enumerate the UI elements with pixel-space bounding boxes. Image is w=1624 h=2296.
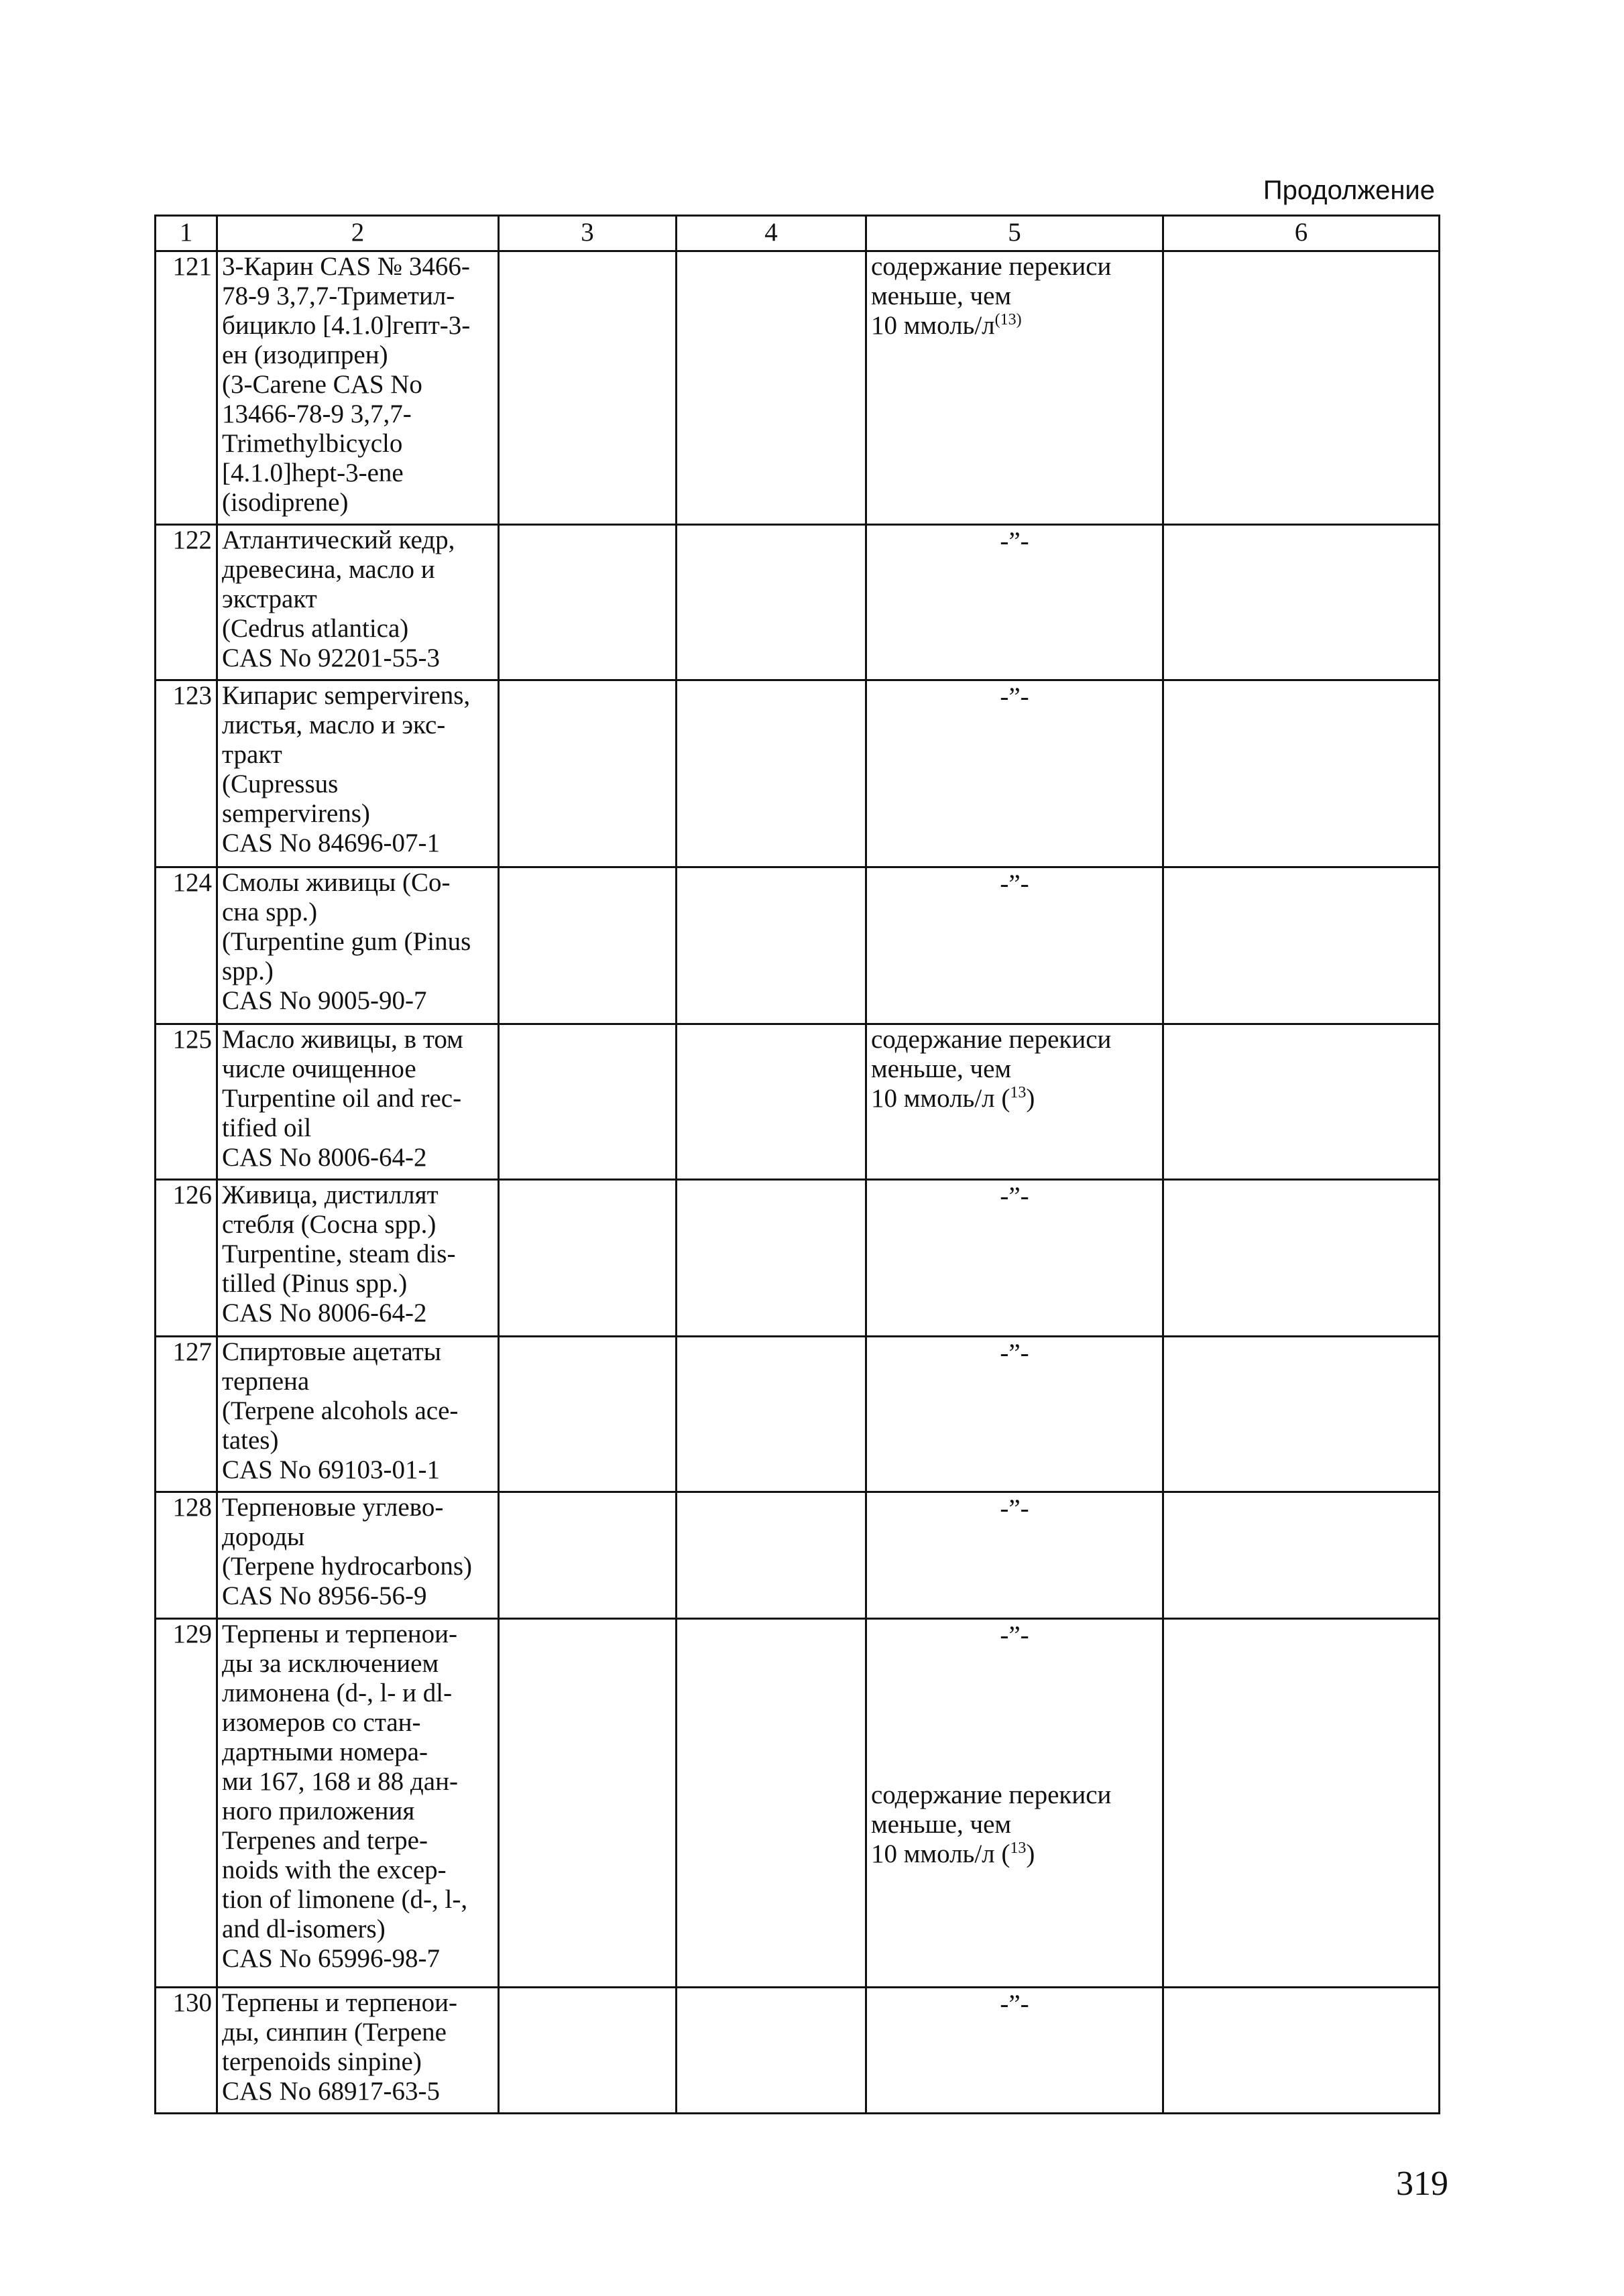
col-3-cell (499, 680, 677, 867)
substances-table (154, 215, 1440, 2114)
substance-name (217, 680, 499, 867)
column-header-6: 6 (1163, 216, 1440, 251)
table-row (156, 1024, 1440, 1180)
substance-name-line: дороды (222, 1522, 305, 1551)
note-line (871, 252, 1158, 282)
col-4-cell (677, 1619, 866, 1988)
substance-name-line: (isodiprene) (222, 488, 349, 517)
substance-name-line: (Terpene alcohols ace- (222, 1396, 459, 1425)
note-line-text: 10 ммоль/л ( (871, 1084, 1010, 1113)
table-row (156, 251, 1440, 525)
substance-name-line: Turpentine, steam dis- (222, 1240, 456, 1268)
substance-name-line: Спиртовые ацетаты (222, 1337, 442, 1366)
row-number: 127 (156, 1337, 217, 1492)
note-line-text: содержание перекиси (871, 252, 1112, 281)
note-suffix: ) (1026, 1084, 1035, 1113)
row-number: 128 (156, 1492, 217, 1619)
ditto-mark: -”- (1000, 682, 1029, 711)
substance-name-line: terpenoids sinpine) (222, 2047, 422, 2076)
substance-name-line: стебля (Сосна spp.) (222, 1210, 437, 1239)
column-header-5: 5 (866, 216, 1163, 251)
note-text-block (871, 1650, 1158, 1869)
substance-name-line: and dl-isomers) (222, 1915, 386, 1943)
substance-name-line: древесина, масло и (222, 555, 435, 584)
col-3-cell (499, 867, 677, 1024)
ditto-mark: -”- (1000, 1990, 1029, 2018)
substance-name-line: tates) (222, 1426, 279, 1455)
row-number: 126 (156, 1180, 217, 1337)
table-row (156, 1180, 1440, 1337)
substance-name-line: CAS No 84696-07-1 (222, 829, 441, 857)
peroxide-condition (866, 867, 1163, 1024)
note-line-text: содержание перекиси (871, 1780, 1112, 1809)
row-number: 125 (156, 1024, 217, 1180)
ditto-mark: -”- (1000, 1182, 1029, 1211)
substance-name (217, 1024, 499, 1180)
note-line (871, 1054, 1158, 1084)
col-6-cell (1163, 1492, 1440, 1619)
substance-name-line: CAS No 69103-01-1 (222, 1455, 441, 1484)
table-body (156, 251, 1440, 2114)
substance-name (217, 525, 499, 680)
peroxide-condition (866, 680, 1163, 867)
row-number: 123 (156, 680, 217, 867)
substance-name-line: spp.) (222, 957, 274, 985)
col-4-cell (677, 1180, 866, 1337)
substance-name-line: CAS No 65996-98-7 (222, 1944, 441, 1973)
col-6-cell (1163, 251, 1440, 525)
table-row (156, 525, 1440, 680)
row-number: 121 (156, 251, 217, 525)
substance-name-line: экстракт (222, 585, 317, 613)
peroxide-condition (866, 1180, 1163, 1337)
column-header-4: 4 (677, 216, 866, 251)
ditto-mark: -”- (1000, 527, 1029, 556)
peroxide-condition (866, 1024, 1163, 1180)
substance-name-line: листья, масло и экс- (222, 711, 446, 739)
ditto-mark: -”- (1000, 1621, 1029, 1650)
continuation-label: Продолжение (1263, 176, 1435, 205)
substance-name (217, 1988, 499, 2114)
col-6-cell (1163, 1619, 1440, 1988)
substance-name-line: tilled (Pinus spp.) (222, 1269, 408, 1298)
substance-name-line: тракт (222, 740, 282, 769)
col-6-cell (1163, 1337, 1440, 1492)
note-line-text: 10 ммоль/л ( (871, 1839, 1010, 1868)
ditto-mark: -”- (1000, 869, 1029, 898)
table-row (156, 1492, 1440, 1619)
note-line-text: меньше, чем (871, 282, 1012, 310)
col-3-cell (499, 525, 677, 680)
col-4-cell (677, 680, 866, 867)
substance-name-line: Терпеновые углево- (222, 1493, 444, 1522)
column-header-2: 2 (217, 216, 499, 251)
peroxide-condition (866, 525, 1163, 680)
substance-name-line: числе очищенное (222, 1054, 416, 1083)
note-line-text: 10 ммоль/л (871, 311, 995, 340)
col-3-cell (499, 1988, 677, 2114)
substance-name-line: (3-Carene CAS No (222, 370, 422, 399)
substance-name-line: tion of limonene (d-, l-, (222, 1885, 468, 1914)
col-4-cell (677, 1988, 866, 2114)
substance-name-line: сна spp.) (222, 898, 318, 926)
substance-name-line: CAS No 8006-64-2 (222, 1298, 427, 1327)
substance-name-line: дартными номера- (222, 1738, 428, 1766)
note-line-text: меньше, чем (871, 1054, 1012, 1083)
substance-name-line: лимонена (d-, l- и dl- (222, 1679, 453, 1707)
page-number: 319 (1396, 2165, 1448, 2203)
substance-name-line: Turpentine oil and rec- (222, 1084, 462, 1113)
ditto-mark: -”- (1000, 1494, 1029, 1523)
substance-name (217, 251, 499, 525)
substance-name-line: изомеров со стан- (222, 1708, 421, 1737)
substance-name-line: ды, синпин (Terpene (222, 2018, 447, 2047)
peroxide-condition (866, 251, 1163, 525)
substance-name-line: [4.1.0]hept-3-ene (222, 459, 404, 487)
col-6-cell (1163, 680, 1440, 867)
note-suffix: ) (1026, 1839, 1035, 1868)
substance-name-line: ен (изодипрен) (222, 341, 388, 369)
footnote-reference: (13) (994, 311, 1022, 328)
note-line (871, 1084, 1158, 1113)
col-4-cell (677, 1492, 866, 1619)
note-line-text: содержание перекиси (871, 1025, 1112, 1054)
note-line (871, 1780, 1158, 1810)
substance-name-line: Кипарис sempervirens, (222, 681, 471, 710)
substance-name-line: (Turpentine gum (Pinus (222, 927, 471, 956)
substance-name-line: 13466-78-9 3,7,7- (222, 400, 412, 428)
col-3-cell (499, 1024, 677, 1180)
substance-name-line: (Cedrus atlantica) (222, 614, 409, 643)
substance-name-line: CAS No 92201-55-3 (222, 644, 441, 672)
col-3-cell (499, 1180, 677, 1337)
footnote-reference: 13 (1010, 1839, 1027, 1857)
note-text-block (871, 252, 1158, 341)
note-line (871, 1025, 1158, 1054)
substance-name (217, 1180, 499, 1337)
substance-name-line: noids with the excep- (222, 1856, 447, 1884)
substance-name-line: 78-9 3,7,7-Триметил- (222, 282, 455, 310)
col-6-cell (1163, 1024, 1440, 1180)
substance-name-line: Терпены и терпенои- (222, 1988, 458, 2017)
col-6-cell (1163, 1988, 1440, 2114)
substance-name-line: Живица, дистиллят (222, 1181, 439, 1209)
table-header-row (156, 216, 1440, 251)
substance-name (217, 1619, 499, 1988)
substance-name-line: Атлантический кедр, (222, 526, 455, 554)
row-number: 122 (156, 525, 217, 680)
col-3-cell (499, 251, 677, 525)
substance-name-line: Масло живицы, в том (222, 1025, 463, 1054)
substance-name-line: (Cupressus (222, 770, 339, 798)
substance-name-line: CAS No 8956-56-9 (222, 1581, 427, 1610)
substance-name (217, 1492, 499, 1619)
note-line (871, 1810, 1158, 1839)
col-3-cell (499, 1619, 677, 1988)
col-3-cell (499, 1492, 677, 1619)
col-4-cell (677, 867, 866, 1024)
column-header-1: 1 (156, 216, 217, 251)
substance-name-line: CAS No 9005-90-7 (222, 986, 427, 1015)
substance-name-line: (Terpene hydrocarbons) (222, 1552, 473, 1581)
substance-name-line: ного приложения (222, 1797, 415, 1825)
col-6-cell (1163, 1180, 1440, 1337)
substance-name-line: CAS No 8006-64-2 (222, 1143, 427, 1172)
substance-name-line: Terpenes and terpe- (222, 1826, 428, 1855)
substance-name-line: терпена (222, 1367, 310, 1396)
substance-name-line: 3-Карин CAS № 3466- (222, 252, 470, 281)
table-row (156, 1988, 1440, 2114)
peroxide-condition (866, 1988, 1163, 2114)
row-number: 130 (156, 1988, 217, 2114)
peroxide-condition (866, 1619, 1163, 1988)
substance-name-line: Терпены и терпенои- (222, 1620, 458, 1648)
note-line-text: меньше, чем (871, 1810, 1012, 1839)
table-row (156, 1619, 1440, 1988)
substance-name-line: бицикло [4.1.0]гепт-3- (222, 311, 471, 340)
substance-name-line: sempervirens) (222, 799, 370, 828)
row-number: 129 (156, 1619, 217, 1988)
col-4-cell (677, 525, 866, 680)
col-3-cell (499, 1337, 677, 1492)
substance-name-line: Trimethylbicyclo (222, 429, 403, 458)
table-row (156, 680, 1440, 867)
substance-name-line: Смолы живицы (Со- (222, 868, 451, 897)
col-6-cell (1163, 525, 1440, 680)
substance-name (217, 1337, 499, 1492)
substance-name-line: CAS No 68917-63-5 (222, 2077, 441, 2106)
note-line (871, 282, 1158, 311)
row-number: 124 (156, 867, 217, 1024)
footnote-reference: 13 (1010, 1084, 1027, 1101)
substance-name-line: tified oil (222, 1113, 312, 1142)
peroxide-condition (866, 1337, 1163, 1492)
column-header-3: 3 (499, 216, 677, 251)
col-4-cell (677, 1024, 866, 1180)
note-text-block (871, 1025, 1158, 1113)
substance-name-line: ды за исключением (222, 1649, 439, 1678)
table-row (156, 867, 1440, 1024)
ditto-mark: -”- (1000, 1339, 1029, 1368)
note-line (871, 1839, 1158, 1869)
peroxide-condition (866, 1492, 1163, 1619)
col-6-cell (1163, 867, 1440, 1024)
col-4-cell (677, 251, 866, 525)
table-row (156, 1337, 1440, 1492)
substance-name-line: ми 167, 168 и 88 дан- (222, 1767, 458, 1796)
note-line (871, 311, 1158, 341)
substance-name (217, 867, 499, 1024)
col-4-cell (677, 1337, 866, 1492)
